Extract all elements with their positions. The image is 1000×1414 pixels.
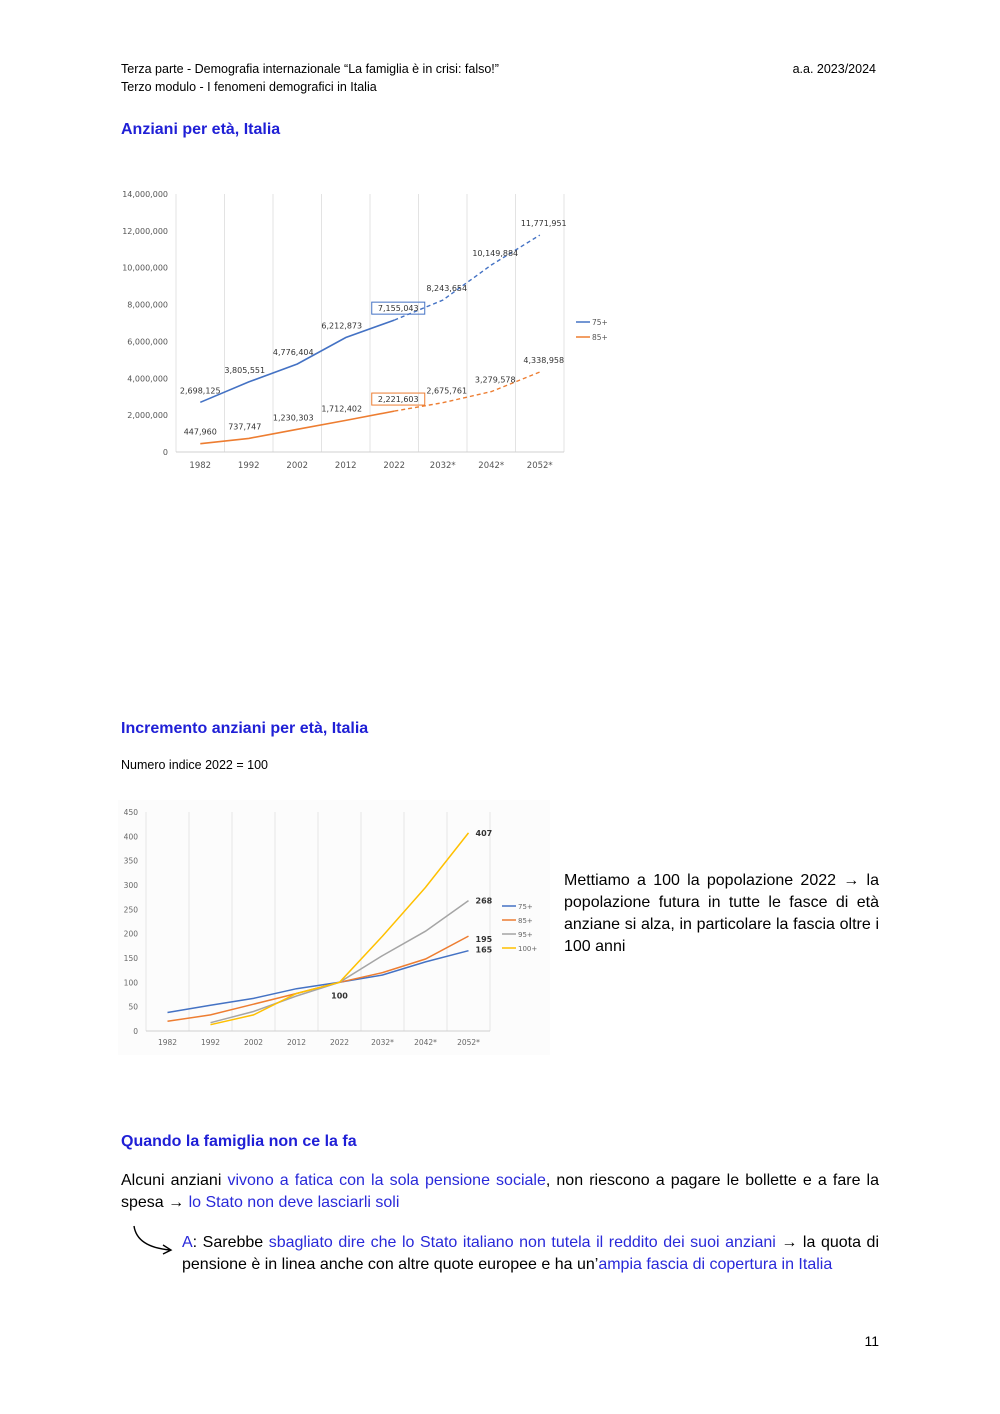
chart2-y-tick-label: 100	[123, 978, 138, 988]
chart1-y-tick-label: 8,000,000	[127, 300, 168, 310]
chart1-data-label: 11,771,951	[520, 219, 567, 229]
chart1-y-tick-label: 2,000,000	[127, 411, 168, 421]
chart2-y-tick-label: 450	[123, 808, 138, 817]
p1-text-1: Alcuni anziani	[121, 1172, 228, 1189]
chart2-data-label: 100	[331, 991, 348, 1001]
chart-note-paragraph: Mettiamo a 100 la popolazione 2022 → la popolazione futura in tutte le fasce di età anziane si alza, in particolare la fascia oltre i 100 anni	[564, 872, 879, 955]
header-academic-year: a.a. 2023/2024	[792, 62, 876, 76]
chart1-series-line-solid	[200, 320, 394, 402]
section-title-famiglia: Quando la famiglia non ce la fa	[121, 1133, 357, 1150]
chart2-legend-label: 75+	[518, 903, 533, 911]
chart2-x-tick-label: 1982	[157, 1038, 178, 1047]
chart1-x-tick-label: 2052*	[526, 461, 553, 471]
chart1-data-label: 6,212,873	[321, 321, 363, 331]
chart2-x-tick-label: 2012	[286, 1038, 307, 1047]
chart1-data-label: 1,230,303	[272, 413, 314, 423]
chart2-data-label: 407	[475, 828, 493, 838]
chart1-data-label: 447,960	[183, 427, 217, 437]
chart1-data-label: 4,776,404	[272, 347, 314, 357]
chart2-svg	[118, 800, 550, 1055]
header-line-2: Terzo modulo - I fenomeni demografici in Italia	[121, 80, 377, 94]
p2-text-2: : Sarebbe	[192, 1234, 269, 1251]
chart1-x-tick-label: 1992	[237, 461, 260, 471]
chart2-x-tick-label: 1992	[200, 1038, 221, 1047]
section-subtitle-numero-indice: Numero indice 2022 = 100	[121, 758, 268, 772]
p2-highlight-sbagliato: sbagliato dire che lo Stato italiano non tutela il reddito dei suoi anziani	[268, 1234, 776, 1251]
chart1-data-label: 4,338,958	[523, 356, 565, 366]
header-line-1: Terza parte - Demografia internazionale “La famiglia è in crisi: falso!”	[121, 62, 499, 76]
chart1-x-tick-label: 2042*	[478, 461, 505, 471]
chart1-data-label: 10,149,884	[472, 248, 519, 258]
chart2-legend-label: 100+	[518, 945, 538, 953]
chart1-y-tick-label: 6,000,000	[127, 337, 168, 347]
chart1-data-label: 737,747	[228, 422, 262, 432]
chart2-x-tick-label: 2032*	[371, 1038, 394, 1047]
chart1-data-label: 2,675,761	[426, 386, 468, 396]
chart1-x-tick-label: 2032*	[429, 461, 456, 471]
chart1-svg	[118, 180, 618, 480]
chart1-legend-label: 75+	[592, 318, 608, 327]
p2-text-4: → la quota di pensione è in linea anche con altre quote europee e ha un’	[182, 1234, 879, 1273]
chart2-x-tick-label: 2052*	[457, 1038, 480, 1047]
page-number: 11	[864, 1333, 879, 1349]
chart1-legend-label: 85+	[592, 333, 608, 342]
chart1-data-label: 8,243,654	[426, 284, 468, 294]
chart1-x-tick-label: 2022	[383, 461, 406, 471]
chart1-y-tick-label: 0	[162, 448, 168, 457]
curved-arrow-icon	[128, 1222, 178, 1256]
chart2-data-label: 195	[475, 935, 493, 945]
chart2-y-tick-label: 300	[123, 881, 138, 890]
chart2-series-line	[211, 901, 469, 1023]
chart1-data-label: 7,155,043	[377, 304, 419, 314]
section-title-anziani: Anziani per età, Italia	[121, 121, 281, 138]
chart2-x-tick-label: 2022	[329, 1038, 350, 1047]
chart1-y-tick-label: 12,000,000	[122, 226, 168, 236]
section-title-incremento: Incremento anziani per età, Italia	[121, 720, 369, 737]
chart1-x-tick-label: 1982	[189, 461, 212, 471]
p1-text-3: , non riescono a pagare le bollette e a fare la spesa →	[121, 1172, 880, 1211]
chart1-data-label: 3,805,551	[224, 365, 266, 375]
chart1-y-tick-label: 4,000,000	[127, 374, 168, 384]
chart1-x-tick-label: 2002	[286, 461, 309, 471]
chart2-y-tick-label: 200	[123, 929, 138, 939]
chart2-x-tick-label: 2042*	[414, 1038, 437, 1047]
chart1-data-label: 2,221,603	[377, 395, 419, 405]
chart2-y-tick-label: 250	[123, 905, 138, 915]
chart2-data-label: 268	[475, 896, 493, 906]
chart1-data-label: 2,698,125	[179, 386, 221, 396]
chart1-x-tick-label: 2012	[334, 461, 357, 471]
chart2-data-label: 165	[475, 945, 493, 955]
paragraph-risposta	[182, 1232, 879, 1276]
chart1-y-tick-label: 14,000,000	[122, 190, 168, 199]
p2-highlight-copertura: ampia fascia di copertura in Italia	[598, 1256, 833, 1273]
chart2-legend-label: 85+	[518, 917, 533, 925]
chart-incremento-anziani	[118, 800, 550, 1055]
p1-highlight-pensione-sociale: vivono a fatica con la sola pensione sociale	[227, 1172, 546, 1189]
chart1-data-label: 3,279,578	[474, 375, 516, 385]
p2-label-a: A	[182, 1234, 193, 1251]
chart2-y-tick-label: 0	[133, 1027, 138, 1036]
chart1-data-label: 1,712,402	[321, 404, 363, 414]
chart-anziani-per-eta	[118, 180, 618, 480]
paragraph-anziani-pensione	[121, 1170, 879, 1214]
chart1-y-tick-label: 10,000,000	[122, 263, 168, 273]
chart2-x-tick-label: 2002	[243, 1038, 264, 1047]
chart2-y-tick-label: 50	[128, 1002, 138, 1012]
p1-highlight-stato: lo Stato non deve lasciarli soli	[188, 1194, 400, 1211]
chart2-legend-label: 95+	[518, 931, 533, 939]
chart2-y-tick-label: 400	[123, 832, 138, 842]
chart2-y-tick-label: 350	[123, 856, 138, 866]
chart2-y-tick-label: 150	[123, 954, 138, 963]
